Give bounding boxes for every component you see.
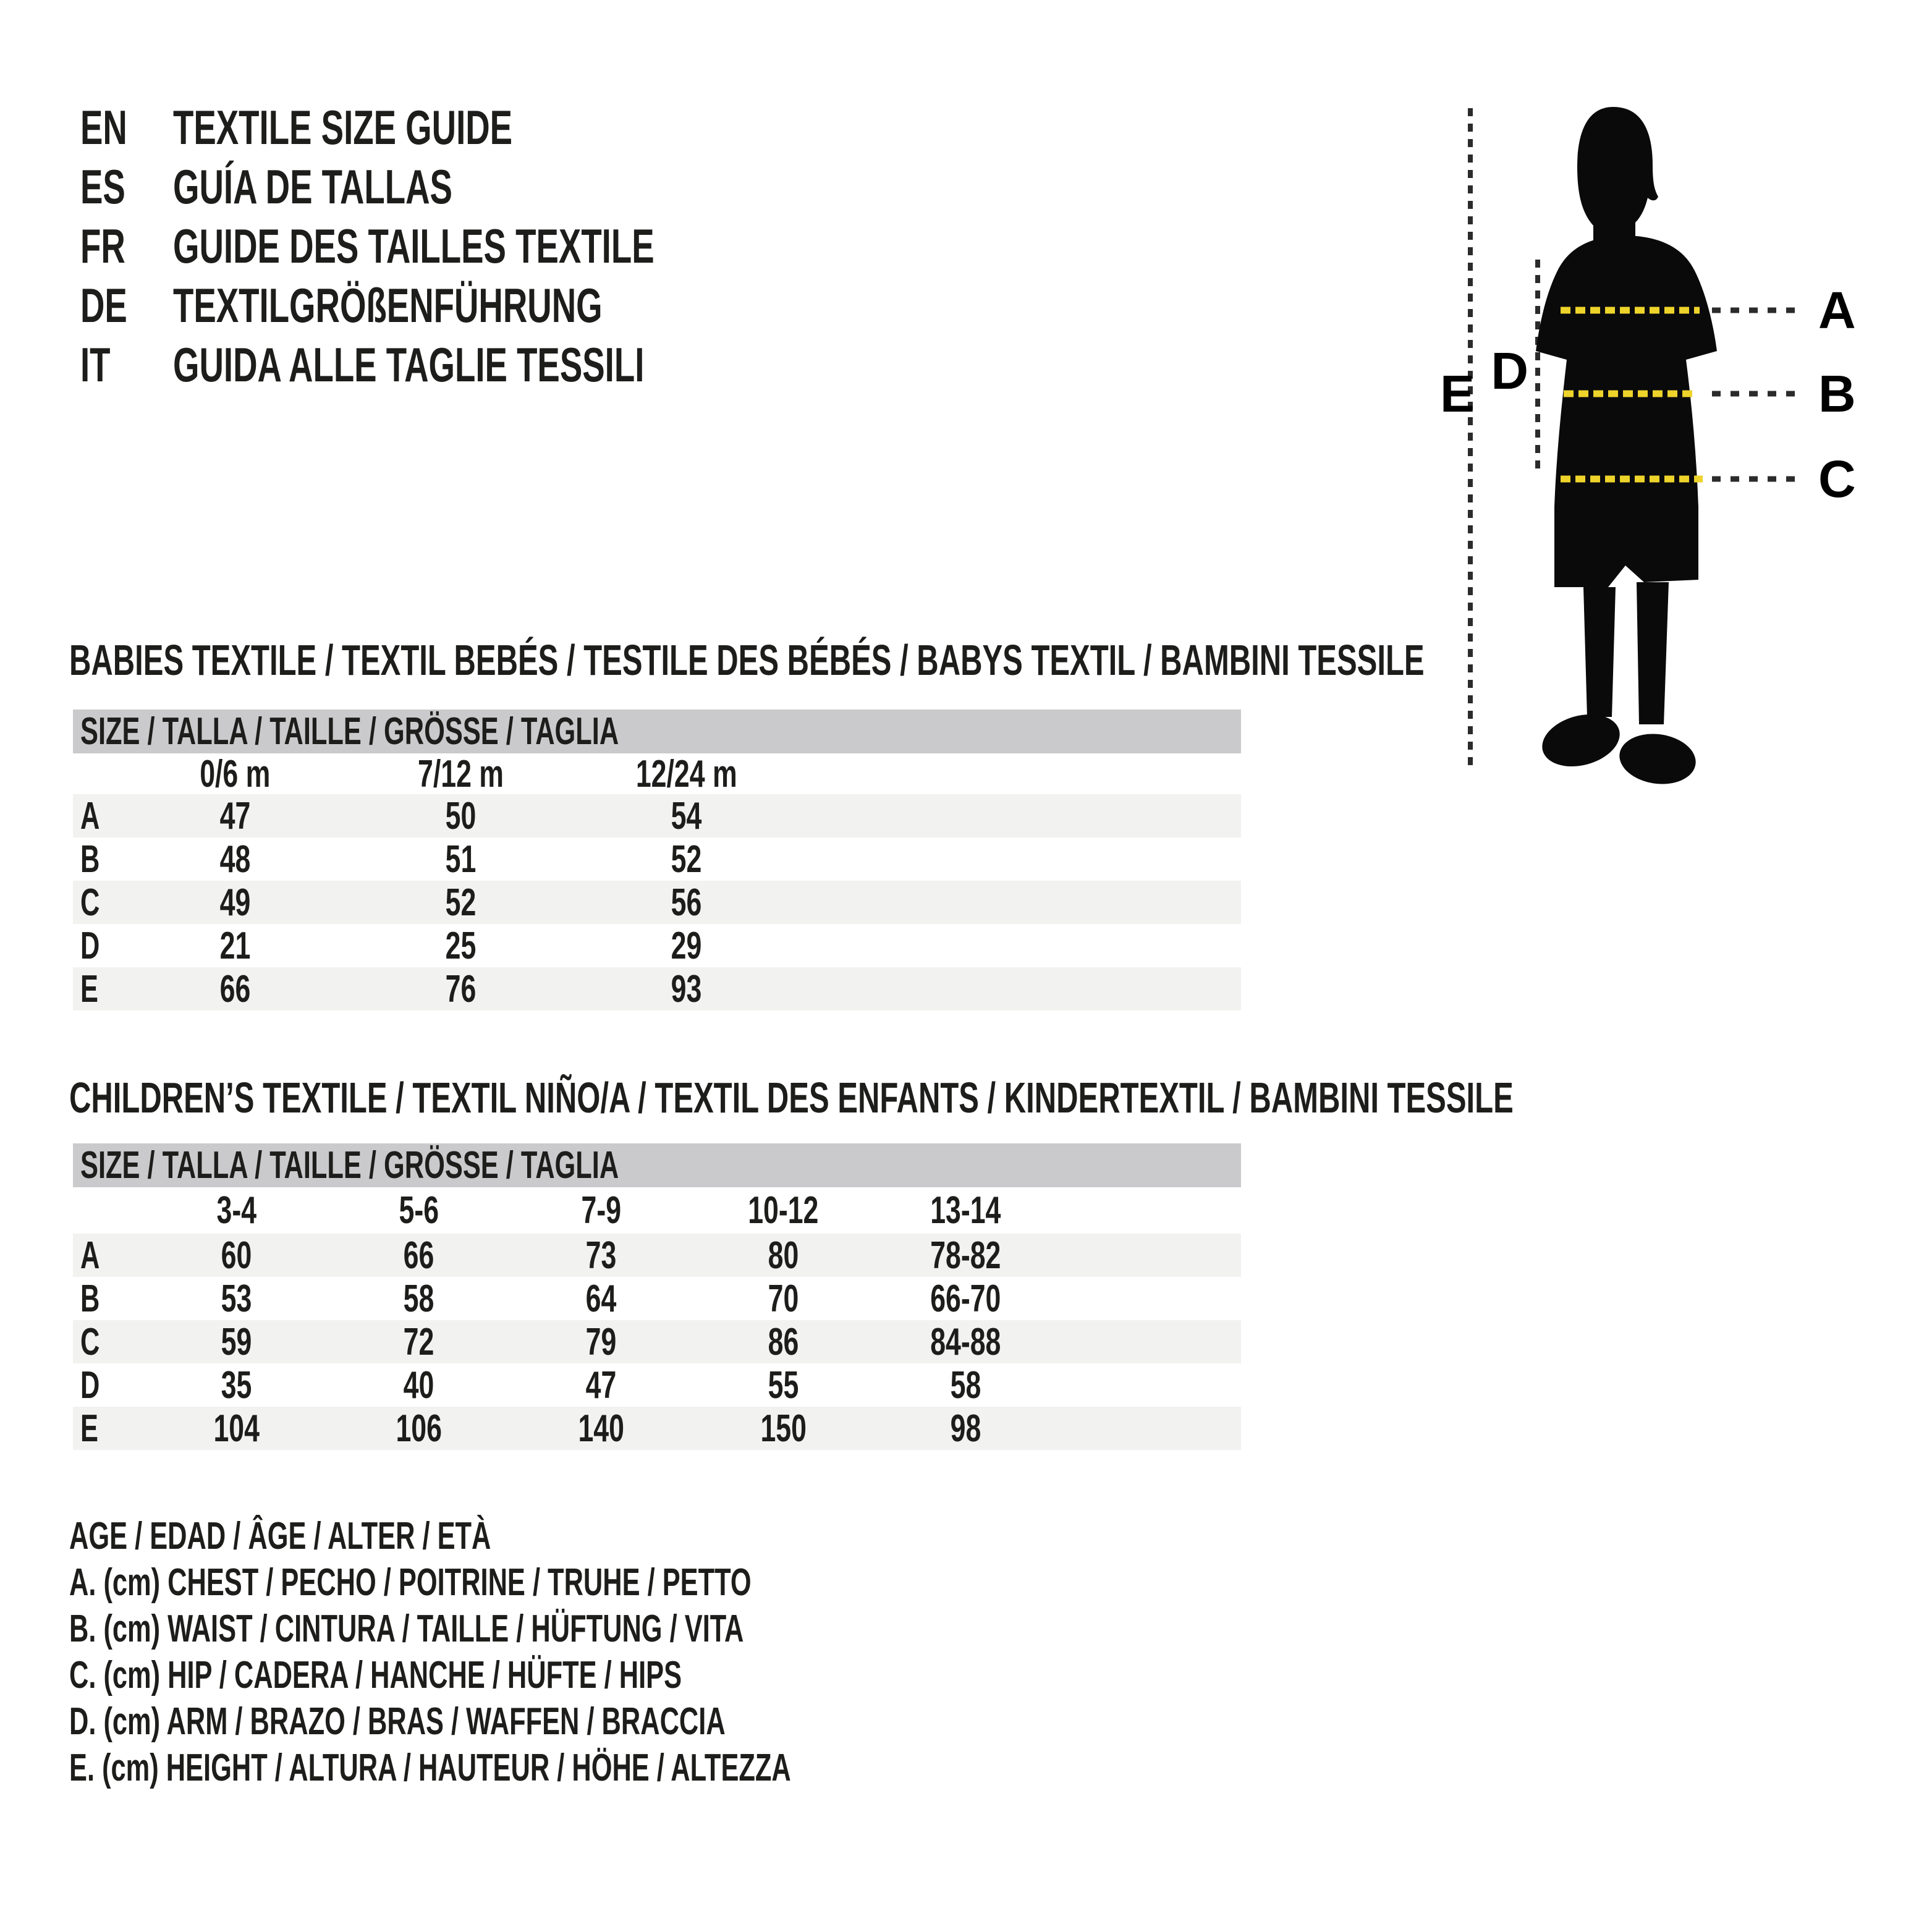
legend-line-text: D. (cm) ARM / BRAZO / BRAS / WAFFEN / BRACCIA	[69, 1700, 726, 1743]
table-row	[73, 1320, 1241, 1363]
size-cell	[145, 1407, 328, 1451]
table-row	[73, 1407, 1241, 1450]
language-code-text: DE	[80, 278, 127, 333]
size-value: 104	[213, 1407, 260, 1450]
language-code-text: EN	[80, 100, 127, 155]
column-header	[328, 1188, 510, 1232]
legend-line-waist	[69, 1606, 1100, 1652]
row-label	[73, 1407, 145, 1451]
silhouette-head	[1577, 107, 1658, 248]
row-label	[73, 1234, 145, 1277]
row-label-text: C	[80, 1320, 100, 1363]
row-label-text: B	[80, 1277, 100, 1320]
label-b: B	[1818, 365, 1856, 423]
language-row-en	[80, 98, 860, 157]
size-cell	[348, 794, 574, 838]
silhouette-right-foot	[1616, 729, 1699, 789]
size-cell	[574, 794, 799, 838]
size-value: 80	[768, 1234, 799, 1277]
size-cell	[692, 1234, 875, 1277]
row-label	[73, 967, 122, 1011]
guide-title-text: GUIDE DES TAILLES TEXTILE	[173, 219, 655, 273]
row-label	[73, 881, 122, 925]
size-cell	[510, 1234, 692, 1277]
size-cell	[122, 924, 348, 968]
size-value: 54	[671, 794, 702, 837]
table-row	[73, 881, 1241, 924]
language-code	[80, 157, 173, 216]
row-label-text: A	[80, 794, 100, 837]
size-value: 47	[585, 1363, 617, 1407]
size-value: 29	[671, 924, 702, 967]
label-d: D	[1491, 342, 1528, 400]
size-value: 21	[219, 924, 251, 967]
size-cell	[574, 967, 799, 1011]
row-label-text: E	[80, 967, 98, 1010]
size-value: 56	[671, 881, 702, 924]
size-cell	[348, 881, 574, 925]
guide-title-text: TEXTILGRÖßENFÜHRUNG	[173, 278, 603, 333]
label-a: A	[1818, 281, 1856, 339]
size-value: 52	[445, 881, 477, 924]
children-size-header-text: SIZE / TALLA / TAILLE / GRÖSSE / TAGLIA	[80, 1144, 619, 1187]
size-value: 76	[445, 967, 477, 1010]
size-value: 50	[445, 794, 477, 837]
size-value: 66-70	[930, 1277, 1001, 1320]
legend-line-text: A. (cm) CHEST / PECHO / POITRINE / TRUHE / PETTO	[69, 1561, 752, 1604]
row-label	[73, 1277, 145, 1321]
measurement-figure	[1440, 74, 1922, 791]
guide-title-text: GUIDA ALLE TAGLIE TESSILI	[173, 337, 645, 392]
size-cell	[574, 837, 799, 881]
legend-line-text: E. (cm) HEIGHT / ALTURA / HAUTEUR / HÖHE / ALTEZZA	[69, 1747, 791, 1789]
size-value: 78-82	[930, 1234, 1001, 1277]
table-row	[73, 837, 1241, 881]
size-value: 55	[768, 1363, 799, 1407]
child-silhouette	[1536, 107, 1717, 789]
size-cell	[145, 1363, 328, 1407]
language-row-es	[80, 157, 860, 216]
legend-line-text: AGE / EDAD / ÂGE / ALTER / ETÀ	[69, 1515, 491, 1557]
silhouette-left-foot	[1536, 706, 1625, 774]
measurement-legend	[69, 1513, 1100, 1791]
language-code	[80, 216, 173, 276]
size-cell	[510, 1407, 692, 1451]
column-header	[875, 1188, 1057, 1232]
language-code	[80, 276, 173, 335]
table-row	[73, 1363, 1241, 1407]
babies-section-heading	[69, 638, 1932, 682]
babies-section-heading-text: BABIES TEXTILE / TEXTIL BEBÉS / TESTILE DES BÉBÉS / BABYS TEXTIL / BAMBINI TESSILE	[69, 636, 1425, 684]
size-cell	[328, 1277, 510, 1321]
size-cell	[692, 1277, 875, 1321]
legend-line-arm	[69, 1698, 1100, 1745]
size-cell	[692, 1407, 875, 1451]
size-cell	[122, 881, 348, 925]
size-value: 84-88	[930, 1320, 1001, 1363]
silhouette-shorts	[1554, 507, 1698, 587]
babies-column-header-row	[73, 753, 1241, 794]
size-value: 49	[219, 881, 251, 924]
children-section-heading-text: CHILDREN’S TEXTILE / TEXTIL NIÑO/A / TEXTIL DES ENFANTS / KINDERTEXTIL / BAMBINI TESSILE	[69, 1074, 1514, 1122]
size-value: 48	[219, 837, 251, 881]
legend-line-text: C. (cm) HIP / CADERA / HANCHE / HÜFTE / HIPS	[69, 1654, 682, 1697]
guide-title-text: GUÍA DE TALLAS	[173, 159, 452, 214]
guide-title	[173, 335, 846, 394]
size-value: 47	[219, 794, 251, 837]
size-value: 40	[403, 1363, 434, 1407]
size-cell	[348, 924, 574, 968]
language-row-it	[80, 335, 860, 394]
column-header	[122, 752, 348, 796]
size-value: 93	[671, 967, 702, 1010]
size-cell	[145, 1234, 328, 1277]
row-label-text: E	[80, 1407, 98, 1450]
table-row	[73, 924, 1241, 967]
column-header-text: 7-9	[581, 1189, 621, 1232]
size-value: 64	[585, 1277, 617, 1320]
table-row	[73, 1234, 1241, 1277]
size-cell	[328, 1234, 510, 1277]
size-value: 86	[768, 1320, 799, 1363]
language-code-text: FR	[80, 219, 125, 273]
size-value: 106	[396, 1407, 442, 1450]
legend-line-text: B. (cm) WAIST / CINTURA / TAILLE / HÜFTUNG / VITA	[69, 1608, 744, 1650]
column-header	[145, 1188, 328, 1232]
column-header-text: 12/24 m	[635, 752, 737, 795]
language-code-text: IT	[80, 337, 111, 392]
guide-title	[173, 98, 658, 157]
size-value: 73	[585, 1234, 617, 1277]
size-value: 70	[768, 1277, 799, 1320]
size-cell	[328, 1363, 510, 1407]
column-header-text: 7/12 m	[418, 752, 504, 795]
size-value: 58	[403, 1277, 434, 1320]
language-title-block	[80, 98, 860, 394]
size-cell	[328, 1407, 510, 1451]
size-cell	[692, 1363, 875, 1407]
size-cell	[510, 1363, 692, 1407]
size-cell	[875, 1320, 1057, 1364]
row-label	[73, 1320, 145, 1364]
table-row	[73, 967, 1241, 1010]
size-cell	[348, 967, 574, 1011]
guide-title	[173, 216, 860, 276]
size-value: 58	[950, 1363, 981, 1407]
size-cell	[875, 1234, 1057, 1277]
size-cell	[328, 1320, 510, 1364]
size-value: 60	[221, 1234, 252, 1277]
size-value: 59	[221, 1320, 252, 1363]
column-header	[510, 1188, 692, 1232]
size-value: 66	[219, 967, 251, 1010]
column-header-text: 3-4	[216, 1189, 256, 1232]
size-cell	[574, 881, 799, 925]
row-label	[73, 1363, 145, 1407]
size-cell	[122, 837, 348, 881]
size-cell	[875, 1407, 1057, 1451]
row-label	[73, 794, 122, 838]
legend-line-age	[69, 1513, 1100, 1559]
size-cell	[122, 967, 348, 1011]
language-code	[80, 98, 173, 157]
label-e: E	[1440, 365, 1475, 423]
size-value: 72	[403, 1320, 434, 1363]
size-cell	[692, 1320, 875, 1364]
column-header	[692, 1188, 875, 1232]
size-value: 66	[403, 1234, 434, 1277]
row-label	[73, 837, 122, 881]
size-value: 98	[950, 1407, 981, 1450]
size-value: 53	[221, 1277, 252, 1320]
legend-line-chest	[69, 1559, 1100, 1606]
column-header-text: 10-12	[748, 1189, 819, 1232]
size-value: 25	[445, 924, 477, 967]
legend-line-height	[69, 1745, 1100, 1791]
row-label-text: B	[80, 837, 100, 881]
children-column-header-row	[73, 1187, 1241, 1234]
row-label	[73, 924, 122, 968]
size-cell	[875, 1363, 1057, 1407]
guide-title	[173, 276, 786, 335]
size-cell	[122, 794, 348, 838]
column-header-text: 0/6 m	[200, 752, 271, 795]
row-label-text: A	[80, 1234, 100, 1277]
table-row	[73, 1277, 1241, 1320]
column-header	[348, 752, 574, 796]
column-header	[574, 752, 799, 796]
babies-table-header-bar	[73, 710, 1241, 753]
row-label-text: D	[80, 924, 100, 967]
babies-size-header-text: SIZE / TALLA / TAILLE / GRÖSSE / TAGLIA	[80, 710, 619, 753]
size-cell	[145, 1277, 328, 1321]
children-table-header-bar	[73, 1143, 1241, 1187]
language-row-fr	[80, 216, 860, 276]
language-code-text: ES	[80, 159, 125, 214]
column-header-text: 13-14	[930, 1189, 1001, 1232]
size-cell	[348, 837, 574, 881]
size-value: 52	[671, 837, 702, 881]
column-header-text: 5-6	[399, 1189, 439, 1232]
label-c: C	[1818, 450, 1856, 508]
size-cell	[510, 1277, 692, 1321]
row-label-text: D	[80, 1363, 100, 1407]
size-value: 79	[585, 1320, 617, 1363]
size-cell	[875, 1277, 1057, 1321]
size-cell	[145, 1320, 328, 1364]
size-value: 140	[578, 1407, 624, 1450]
babies-size-table	[73, 710, 1241, 1010]
row-label-text: C	[80, 881, 100, 924]
children-section-heading	[69, 1075, 1932, 1120]
measurement-figure-svg	[1440, 74, 1922, 791]
size-value: 35	[221, 1363, 252, 1407]
size-cell	[574, 924, 799, 968]
language-row-de	[80, 276, 860, 335]
guide-title	[173, 157, 572, 216]
legend-line-hip	[69, 1652, 1100, 1698]
table-row	[73, 794, 1241, 837]
size-value: 51	[445, 837, 477, 881]
size-cell	[510, 1320, 692, 1364]
size-value: 150	[760, 1407, 807, 1450]
language-code	[80, 335, 173, 394]
children-size-table	[73, 1143, 1241, 1450]
guide-title-text: TEXTILE SIZE GUIDE	[173, 100, 513, 155]
